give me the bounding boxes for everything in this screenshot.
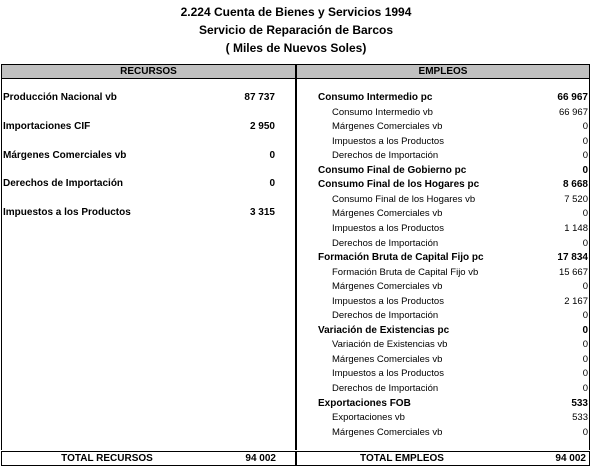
- empleos-group-row: [297, 164, 589, 178]
- report-title: 2.224 Cuenta de Bienes y Servicios 1994: [180, 5, 412, 19]
- empleos-detail-row: [297, 295, 589, 309]
- recursos-header: RECURSOS: [1, 64, 296, 79]
- empleos-row-label: Formación Bruta de Capital Fijo vb: [332, 266, 479, 278]
- empleos-row-value: 15 667: [558, 266, 588, 278]
- recursos-row: [3, 120, 275, 134]
- empleos-detail-row: [297, 222, 589, 236]
- empleos-row-label: Consumo Intermedio pc: [318, 92, 433, 103]
- empleos-detail-row: [297, 120, 589, 134]
- empleos-row-label: Márgenes Comerciales vb: [332, 281, 443, 293]
- empleos-row-value: 66 967: [557, 92, 588, 103]
- empleos-row-value: 2 167: [564, 295, 588, 307]
- empleos-row-label: Exportaciones vb: [332, 412, 405, 424]
- empleos-row-value: 0: [582, 426, 588, 438]
- empleos-row-value: 533: [572, 412, 588, 424]
- empleos-row-value: 0: [582, 150, 588, 162]
- empleos-row-value: 0: [582, 368, 588, 380]
- empleos-detail-row: [297, 207, 589, 221]
- empleos-detail-row: [297, 353, 589, 367]
- empleos-group-row: [297, 324, 589, 338]
- empleos-row-label: Consumo Final de los Hogares pc: [318, 179, 480, 191]
- empleos-row-label: Exportaciones FOB: [318, 397, 411, 409]
- empleos-row-label: Derechos de Importación: [332, 383, 439, 394]
- recursos-row-value: 0: [269, 150, 275, 161]
- total-empleos-value: 94 002: [555, 453, 586, 464]
- report-units: ( Miles de Nuevos Soles): [225, 41, 367, 55]
- empleos-row-label: Márgenes Comerciales vb: [332, 353, 443, 365]
- empleos-row-label: Variación de Existencias pc: [318, 324, 450, 336]
- recursos-row: [3, 206, 275, 220]
- empleos-detail-row: [297, 367, 589, 381]
- total-recursos-row: [1, 451, 296, 466]
- empleos-detail-row: [297, 426, 589, 440]
- empleos-row-value: 0: [582, 281, 588, 293]
- empleos-row-value: 0: [582, 237, 588, 249]
- empleos-group-row: [297, 397, 589, 411]
- empleos-row-label: Derechos de Importación: [332, 237, 439, 249]
- empleos-row-value: 0: [582, 121, 588, 133]
- empleos-detail-row: [297, 135, 589, 149]
- recursos-row-label: Producción Nacional vb: [3, 92, 117, 103]
- empleos-row-label: Consumo Final de Gobierno pc: [318, 164, 467, 176]
- empleos-row-label: Márgenes Comerciales vb: [332, 121, 443, 133]
- empleos-row-value: 66 967: [558, 106, 588, 118]
- empleos-row-label: Márgenes Comerciales vb: [332, 426, 443, 438]
- empleos-detail-row: [297, 106, 589, 120]
- empleos-header: EMPLEOS: [296, 64, 590, 79]
- report-subtitle: Servicio de Reparación de Barcos: [198, 23, 394, 37]
- empleos-row-value: 0: [582, 339, 588, 351]
- empleos-group-row: [297, 251, 589, 265]
- empleos-group-row: [297, 91, 589, 105]
- empleos-row-value: 0: [582, 383, 588, 394]
- empleos-detail-row: [297, 411, 589, 425]
- empleos-detail-row: [297, 338, 589, 352]
- empleos-row-value: 0: [582, 353, 588, 365]
- empleos-detail-row: [297, 149, 589, 163]
- empleos-detail-row: [297, 309, 589, 323]
- total-recursos-value: 94 002: [245, 453, 276, 464]
- empleos-detail-row: [297, 266, 589, 280]
- empleos-group-row: [297, 178, 589, 192]
- recursos-row-label: Impuestos a los Productos: [3, 207, 131, 218]
- empleos-row-value: 0: [582, 164, 588, 176]
- empleos-row-label: Márgenes Comerciales vb: [332, 208, 443, 220]
- empleos-detail-row: [297, 280, 589, 294]
- total-empleos-label: TOTAL EMPLEOS: [360, 453, 444, 464]
- empleos-row-value: 0: [582, 208, 588, 220]
- empleos-detail-row: [297, 237, 589, 251]
- total-recursos-label: TOTAL RECURSOS: [61, 453, 153, 464]
- empleos-row-value: 533: [571, 397, 588, 409]
- empleos-row-value: 0: [582, 310, 588, 322]
- empleos-detail-row: [297, 193, 589, 207]
- empleos-detail-row: [297, 382, 589, 396]
- empleos-row-label: Impuestos a los Productos: [332, 368, 444, 380]
- recursos-row: [3, 91, 275, 105]
- recursos-row-value: 0: [269, 178, 275, 189]
- recursos-row-label: Importaciones CIF: [3, 121, 91, 132]
- empleos-row-value: 0: [582, 324, 588, 336]
- recursos-row: [3, 149, 275, 163]
- empleos-row-value: 17 834: [557, 252, 588, 264]
- empleos-row-label: Impuestos a los Productos: [332, 295, 444, 307]
- empleos-row-label: Impuestos a los Productos: [332, 135, 444, 147]
- empleos-row-label: Impuestos a los Productos: [332, 222, 444, 234]
- recursos-row-label: Derechos de Importación: [3, 178, 124, 189]
- empleos-row-value: 8 668: [562, 179, 588, 191]
- empleos-row-label: Consumo Intermedio vb: [332, 106, 433, 118]
- empleos-row-label: Formación Bruta de Capital Fijo pc: [318, 252, 484, 264]
- empleos-row-value: 7 520: [564, 193, 588, 205]
- recursos-row-label: Márgenes Comerciales vb: [3, 150, 127, 161]
- recursos-row-value: 87 737: [244, 92, 275, 103]
- recursos-row-value: 2 950: [249, 121, 275, 132]
- empleos-row-value: 1 148: [564, 222, 588, 234]
- empleos-row-label: Derechos de Importación: [332, 150, 439, 162]
- total-empleos-row: [296, 451, 590, 466]
- recursos-row: [3, 177, 275, 191]
- empleos-row-label: Consumo Final de los Hogares vb: [332, 193, 476, 205]
- empleos-row-label: Derechos de Importación: [332, 310, 439, 322]
- empleos-row-value: 0: [582, 135, 588, 147]
- empleos-row-label: Variación de Existencias vb: [332, 339, 448, 351]
- recursos-row-value: 3 315: [249, 207, 275, 218]
